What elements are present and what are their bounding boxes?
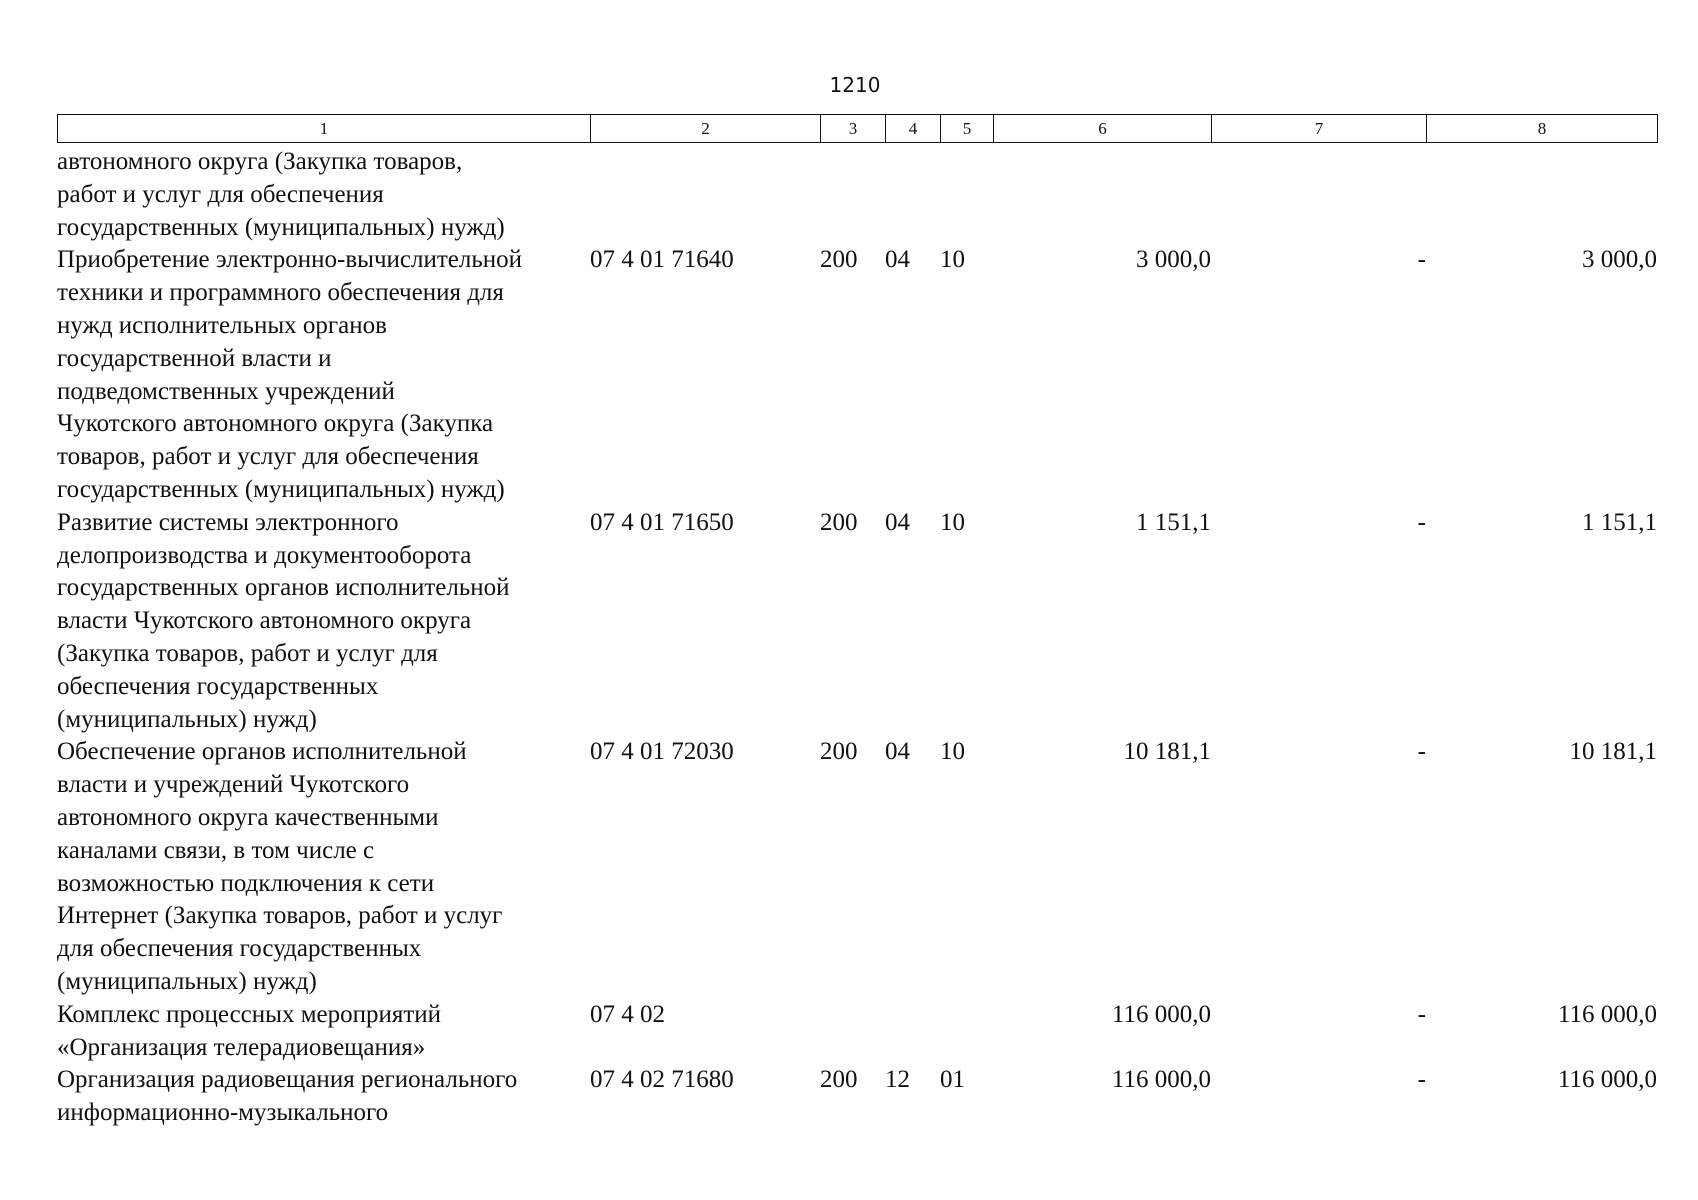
row-amount-col6 bbox=[993, 146, 1211, 244]
column-number-3: 3 bbox=[821, 115, 886, 143]
row-amount-col7: - bbox=[1417, 1066, 1426, 1094]
row-amount-col7: - bbox=[1417, 508, 1426, 536]
table-row bbox=[57, 507, 1657, 737]
table-row bbox=[57, 736, 1657, 998]
row-pr: 10 bbox=[940, 246, 965, 274]
row-code bbox=[590, 146, 820, 244]
row-amount-col7: - bbox=[1417, 1000, 1426, 1028]
column-header-row bbox=[57, 114, 1658, 143]
row-pr: 01 bbox=[940, 1066, 965, 1094]
column-number-5: 5 bbox=[941, 115, 994, 143]
page-number: 1210 bbox=[829, 73, 881, 97]
row-amount-col8 bbox=[1426, 146, 1657, 244]
row-amount-col6: 116 000,0 bbox=[1111, 1000, 1211, 1028]
row-pr bbox=[940, 999, 993, 1065]
row-vr: 200 bbox=[820, 246, 858, 274]
row-pr: 10 bbox=[940, 738, 965, 766]
row-amount-col6: 116 000,0 bbox=[1111, 1066, 1211, 1094]
row-code: 07 4 02 71680 bbox=[590, 1066, 734, 1094]
row-rz: 04 bbox=[885, 738, 910, 766]
row-amount-col7: - bbox=[1417, 738, 1426, 766]
row-vr: 200 bbox=[820, 508, 858, 536]
row-amount-col7: - bbox=[1417, 246, 1426, 274]
row-name: Приобретение электронно-вычислительной техники и программного обеспечения для нужд исполнительных органов государственной власти и подведомственных учреждений Чукотского автономного округа (Закупка товаров, работ и услуг для обеспечения государственных (муниципальных) нужд) bbox=[57, 246, 523, 503]
row-rz: 12 bbox=[885, 1066, 910, 1094]
row-code: 07 4 01 72030 bbox=[590, 738, 734, 766]
table-row bbox=[57, 1064, 1657, 1130]
row-rz bbox=[885, 999, 940, 1065]
row-rz bbox=[885, 146, 940, 244]
budget-table bbox=[57, 146, 1657, 1130]
row-vr: 200 bbox=[820, 1066, 858, 1094]
row-code: 07 4 02 bbox=[590, 1000, 665, 1028]
row-amount-col8: 10 181,1 bbox=[1569, 738, 1657, 766]
row-code: 07 4 01 71640 bbox=[590, 246, 734, 274]
column-number-8: 8 bbox=[1427, 115, 1658, 143]
row-code: 07 4 01 71650 bbox=[590, 508, 734, 536]
row-pr: 10 bbox=[940, 508, 965, 536]
row-name: автономного округа (Закупка товаров, работ и услуг для обеспечения государственных (муниципальных) нужд) bbox=[57, 148, 505, 241]
table-row bbox=[57, 999, 1657, 1065]
row-rz: 04 bbox=[885, 246, 910, 274]
row-name: Комплекс процессных мероприятий «Организация телерадиовещания» bbox=[57, 1000, 442, 1061]
column-number-7: 7 bbox=[1212, 115, 1427, 143]
row-amount-col7 bbox=[1211, 146, 1426, 244]
table-row bbox=[57, 146, 1657, 244]
row-name: Обеспечение органов исполнительной власти и учреждений Чукотского автономного округа качественными каналами связи, в том числе с возможностью подключения к сети Интернет (Закупка товаров, работ и услуг для обеспечения государственных (муниципальных) нужд) bbox=[57, 738, 503, 995]
row-vr bbox=[820, 146, 885, 244]
column-number-4: 4 bbox=[886, 115, 941, 143]
row-amount-col8: 1 151,1 bbox=[1582, 508, 1657, 536]
row-vr bbox=[820, 999, 885, 1065]
row-rz: 04 bbox=[885, 508, 910, 536]
row-amount-col6: 3 000,0 bbox=[1136, 246, 1211, 274]
row-name: Развитие системы электронного делопроизводства и документооборота государственных органов исполнительной власти Чукотского автономного округа (Закупка товаров, работ и услуг для обеспечения государственных (муниципальных) нужд) bbox=[57, 508, 510, 733]
column-number-1: 1 bbox=[58, 115, 591, 143]
column-number-2: 2 bbox=[591, 115, 821, 143]
table-row bbox=[57, 244, 1657, 506]
row-amount-col8: 116 000,0 bbox=[1557, 1066, 1657, 1094]
column-number-6: 6 bbox=[994, 115, 1212, 143]
row-amount-col8: 3 000,0 bbox=[1582, 246, 1657, 274]
row-amount-col6: 10 181,1 bbox=[1123, 738, 1211, 766]
row-amount-col8: 116 000,0 bbox=[1557, 1000, 1657, 1028]
row-vr: 200 bbox=[820, 738, 858, 766]
row-pr bbox=[940, 146, 993, 244]
row-name: Организация радиовещания регионального информационно-музыкального bbox=[57, 1066, 518, 1127]
row-amount-col6: 1 151,1 bbox=[1136, 508, 1211, 536]
